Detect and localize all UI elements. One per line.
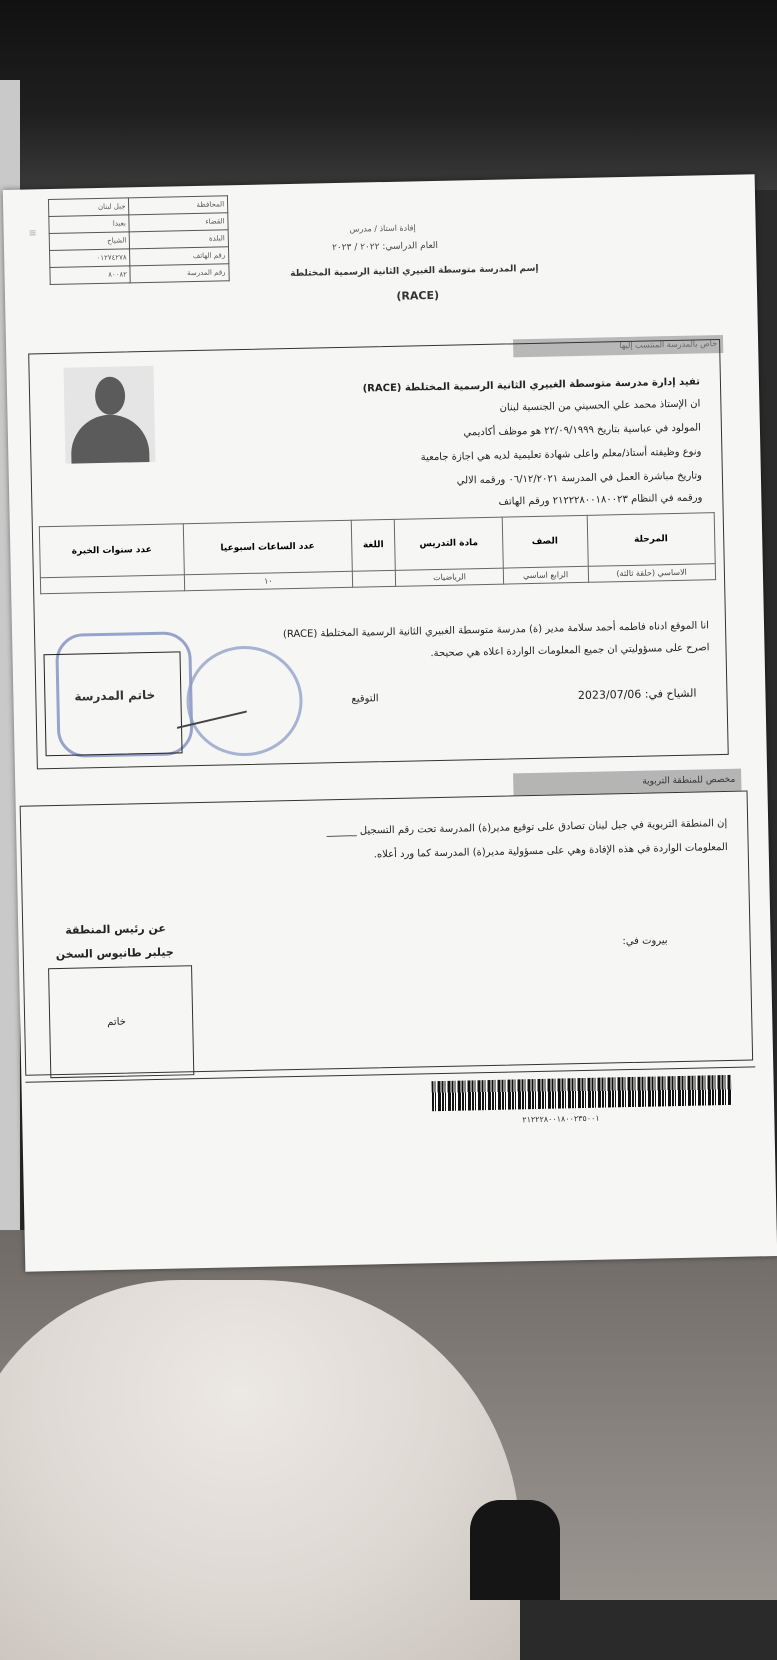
stamp-label: خاتم المدرسة: [74, 687, 156, 704]
race-label: (RACE): [396, 288, 440, 303]
teaching-table: [39, 512, 716, 594]
school-section: [28, 339, 729, 769]
section2-tab: مخصص للمنطقة التربوية: [513, 769, 741, 796]
info-key: المحافظة: [129, 196, 228, 215]
info-value: الشياح: [49, 232, 130, 251]
statement-line-6: ورقمه في النظام ٢١٢٢٢٨٠٠١٨٠٠٢٣ ورقم الهاتف: [498, 492, 703, 508]
statement-line-1: تفيد إدارة مدرسة متوسطة الغبيري الثانية الرسمية المختلطة (RACE): [362, 376, 701, 395]
cell-years: [40, 575, 184, 594]
manager-statement-1: انا الموقع ادناه فاطمه أحمد سلامة مدير (ة) مدرسة متوسطة الغبيري الثانية الرسمية المختلطة (RACE): [282, 620, 710, 641]
info-value: جبل لبنان: [48, 198, 129, 217]
statement-line-5: وتاريخ مباشرة العمل في المدرسة ٠٦/١٢/٢٠٢١ ورقمه الالي: [456, 470, 703, 487]
cell-language: [352, 570, 396, 587]
stamp-box: [43, 651, 182, 756]
info-key: رقم المدرسة: [130, 264, 229, 283]
statement-line-4: ونوع وظيفته أستاذ/معلم واعلى شهادة تعليمية لديه هي اجازة جامعية: [420, 446, 702, 464]
info-value: ٠١٢٧٤٢٧٨: [50, 249, 131, 268]
certificate-document: [3, 174, 777, 1272]
info-row: [50, 264, 229, 285]
info-key: البلدة: [130, 230, 229, 249]
statement-line-2: ان الإستاذ محمد علي الحسيني من الجنسية لبنان: [499, 398, 701, 414]
cell-stage: الاساسي (حلقة ثالثة): [588, 564, 716, 583]
doc-type: إفادة استاذ / مدرس: [349, 223, 416, 234]
col-subject: مادة التدريس: [394, 517, 503, 570]
side-code: |||: [29, 229, 37, 236]
dark-background-top: [0, 0, 777, 190]
shoe-shadow: [470, 1500, 560, 1600]
region-line-1: إن المنطقة التربوية في جبل لبنان تصادق على توقيع مدير(ة) المدرسة تحت رقم التسجيل ______: [326, 817, 728, 838]
info-key: القضاء: [129, 213, 228, 232]
cell-class: الرابع اساسي: [503, 566, 588, 584]
barcode-number: ٢١٢٢٢٨٠٠١٨٠٠٢٣٥٠٠١: [522, 1113, 600, 1125]
region-head-name: جيلبر طانيوس السخن: [55, 945, 174, 962]
col-stage: المرحلة: [587, 513, 716, 567]
region-head-title: عن رئيس المنطقة: [65, 921, 167, 937]
manager-statement-2: اصرح على مسؤوليتي ان جميع المعلومات الواردة اعلاه هي صحيحة.: [430, 642, 710, 660]
avatar: [63, 366, 155, 464]
signature-label: التوقيع: [351, 693, 379, 705]
col-language: اللغة: [351, 519, 395, 571]
region-section: [20, 791, 753, 1076]
info-value: بعبدا: [49, 215, 130, 234]
date-line: الشياح في: 2023/07/06: [577, 686, 697, 703]
statement-line-3: المولود في عباسية بتاريخ ٢٢/٠٩/١٩٩٩ هو موظف أكاديمي: [463, 422, 702, 439]
cell-subject: الرياضيات: [396, 568, 504, 586]
col-hours: عدد الساعات اسبوعيا: [183, 520, 352, 575]
beirut-date-label: بيروت في:: [622, 935, 668, 948]
cell-hours: ١٠: [184, 571, 352, 591]
info-value: ٨٠٠٨٢: [50, 266, 131, 285]
region-line-2: المعلومات الواردة في هذه الإفادة وهي على مسؤولية مدير(ة) المدرسة كما ورد أعلاه.: [373, 841, 728, 861]
section1-tab: خاص بالمدرسة المنتسب إليها: [513, 335, 723, 357]
school-info-table: [48, 195, 230, 285]
region-seal-label: خاتم: [107, 1016, 126, 1028]
info-key: رقم الهاتف: [130, 247, 229, 266]
school-year: العام الدراسي: ٢٠٢٢ / ٢٠٢٣: [331, 240, 439, 254]
barcode: [432, 1075, 733, 1111]
avatar-head-icon: [95, 376, 126, 415]
col-class: الصف: [502, 515, 588, 568]
avatar-body-icon: [70, 414, 149, 464]
col-years: عدد سنوات الخبرة: [39, 524, 184, 578]
school-name: إسم المدرسة متوسطة الغبيري الثانية الرسمية المختلطة: [290, 263, 539, 279]
